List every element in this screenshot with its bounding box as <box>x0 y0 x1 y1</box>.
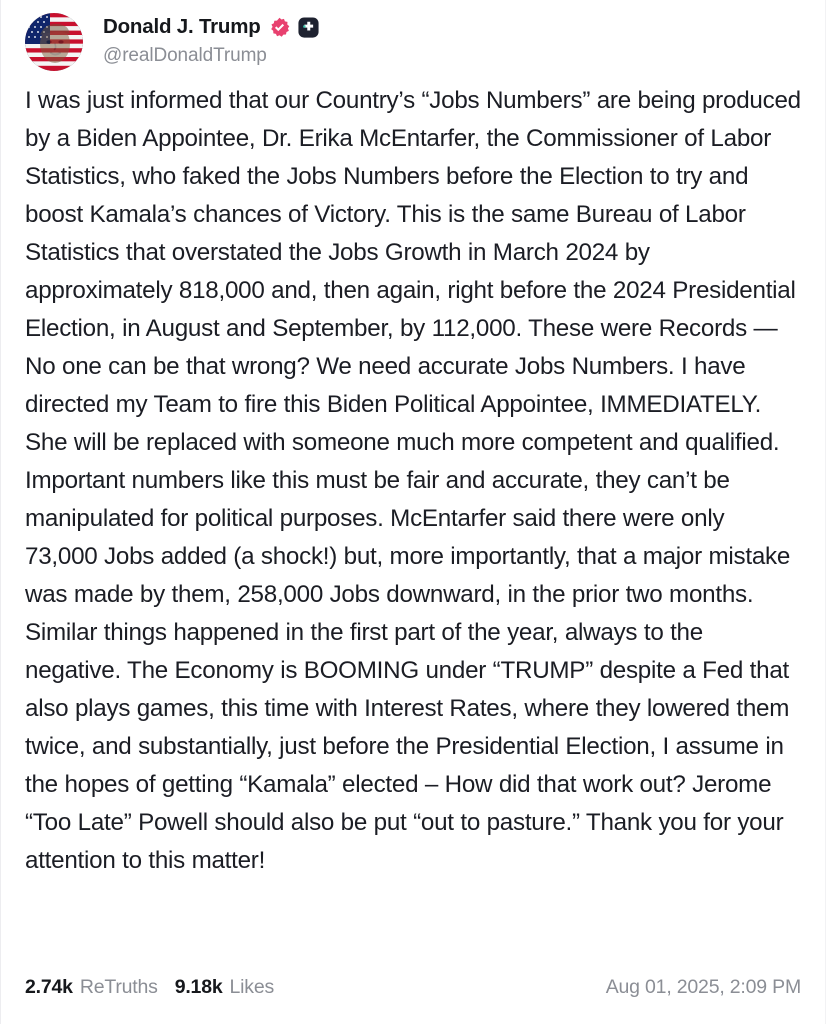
retruths-stat[interactable] <box>25 976 158 999</box>
author-name-row <box>103 14 319 40</box>
engagement-stats <box>25 976 274 999</box>
post-timestamp: Aug 01, 2025, 2:09 PM <box>605 976 801 998</box>
retruths-label: ReTruths <box>79 976 158 998</box>
post-body-text: I was just informed that our Country’s “Jobs Numbers” are being produced by a Biden Appointee, Dr. Erika McEntarfer, the Commissioner of Labor Statistics, who faked the Jobs Numbers before the Election to try and boost Kamala’s chances of Victory. This is the same Bureau of Labor Statistics that overstated the Jobs Growth in March 2024 by approximately 818,000 and, then again, right before the 2024 Presidential Election, in August and September, by 112,000. These were Records — No one can be that wrong? We need accurate Jobs Numbers. I have directed my Team to fire this Biden Political Appointee, IMMEDIATELY. She will be replaced with someone much more competent and qualified. Important numbers like this must be fair and accurate, they can’t be manipulated for political purposes. McEntarfer said there were only 73,000 Jobs added (a shock!) but, more importantly, that a major mistake was made by them, 258,000 Jobs downward, in the prior two months. Similar things happened in the first part of the year, always to the negative. The Economy is BOOMING under “TRUMP” despite a Fed that also plays games, this time with Interest Rates, where they lowered them twice, and substantially, just before the Presidential Election, I assume in the hopes of getting “Kamala” elected – How did that work out? Jerome “Too Late” Powell should also be put “out to pasture.” Thank you for your attention to this matter! <box>25 87 801 874</box>
post-footer <box>25 976 801 1002</box>
author-display-name[interactable]: Donald J. Trump <box>103 15 261 38</box>
post-header <box>25 0 801 74</box>
truth-social-badge-icon <box>298 17 319 38</box>
likes-label: Likes <box>229 976 275 998</box>
likes-stat[interactable] <box>175 976 274 999</box>
retruths-count: 2.74k <box>25 976 73 998</box>
likes-count: 9.18k <box>174 976 223 998</box>
author-handle[interactable]: @realDonaldTrump <box>103 45 267 66</box>
author-identity <box>103 13 319 67</box>
verified-check-icon <box>269 17 290 38</box>
avatar[interactable] <box>25 13 83 71</box>
